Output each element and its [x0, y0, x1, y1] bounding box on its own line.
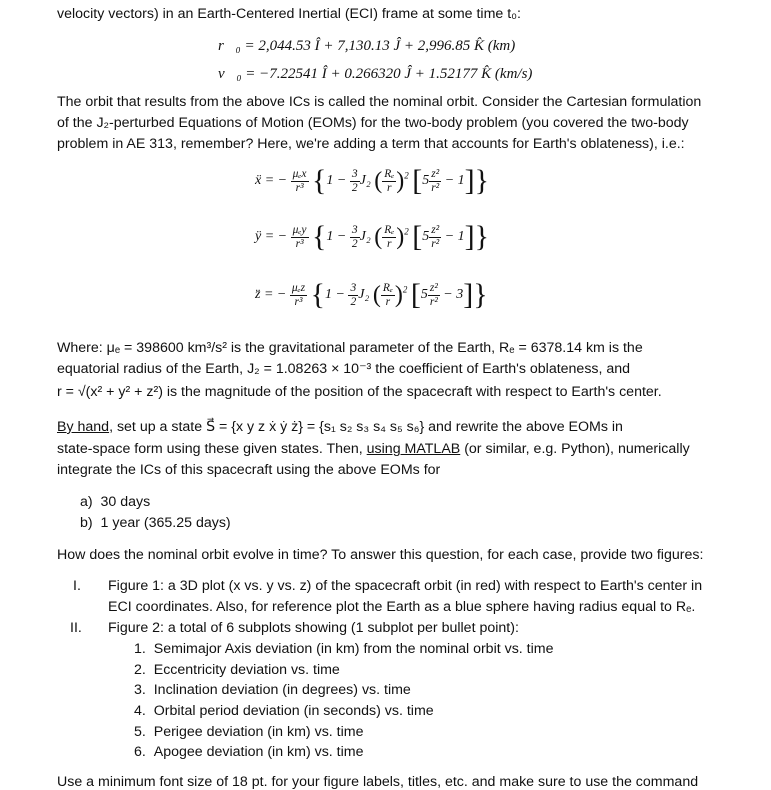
equation-x-accel: ẍ = − μₑx r³ {1 − $\frac{3}{2}$ J₂ ( $\frac{\text{Rₑ}}{r}$ )$^2$ [5 $\frac{\text{z²}}{\text{r²}}$ − 1]} [255, 164, 490, 197]
task-line: state-space form using these given states. Then, using MATLAB (or similar, e.g. Python), numerically [57, 441, 690, 457]
figure-text: Figure 1: a 3D plot (x vs. y vs. z) of the spacecraft orbit (in red) with respect to Earth's center in [108, 578, 703, 594]
constants-line: r = √(x² + y² + z²) is the magnitude of the position of the spacecraft with respect to Earth's center. [57, 384, 662, 400]
subplot-item: 1. Semimajor Axis deviation (in km) from the nominal orbit vs. time [134, 641, 554, 657]
task-line: integrate the ICs of this spacecraft using the above EOMs for [57, 462, 441, 478]
constants-line: equatorial radius of the Earth, J₂ = 1.08263 × 10⁻³ the coefficient of Earth's oblateness, and [57, 361, 631, 377]
subplot-item: 5. Perigee deviation (in km) vs. time [134, 724, 364, 740]
subplot-item: 3. Inclination deviation (in degrees) vs. time [134, 682, 411, 698]
intro-line: velocity vectors) in an Earth-Centered Inertial (ECI) frame at some time t₀: [57, 6, 521, 22]
subplot-item: 2. Eccentricity deviation vs. time [134, 662, 340, 678]
position-vector-equation: r⃗₀ = 2,044.53 Î + 7,130.13 Ĵ + 2,996.85 K̂ (km) [218, 38, 516, 54]
constants-line: Where: μₑ = 398600 km³/s² is the gravitational parameter of the Earth, Rₑ = 6378.14 km is the [57, 340, 643, 356]
case-item: b) 1 year (365.25 days) [80, 515, 231, 531]
figure-text: Figure 2: a total of 6 subplots showing (1 subplot per bullet point): [108, 620, 519, 636]
eq-lhs: z̈ = − [255, 287, 287, 303]
truncated-line: Use a minimum font size of 18 pt. for your figure labels, titles, etc. and make sure to use the command [57, 774, 699, 790]
equation-y-accel: ÿ = − μₑy r³ {1 − $\frac{3}{2}$ J₂ ( $\frac{\text{Rₑ}}{r}$ )$^2$ [5 $\frac{\text{z²}}{\text{r²}}$ − 1]} [255, 220, 490, 253]
velocity-vector-equation: v⃗₀ = −7.22541 Î + 0.266320 Ĵ + 1.52177 K̂ (km/s) [218, 66, 533, 82]
subplot-item: 4. Orbital period deviation (in seconds) vs. time [134, 703, 434, 719]
by-hand-emphasis: By hand [57, 419, 110, 435]
matlab-emphasis: using MATLAB [366, 441, 461, 457]
eq-lhs: ẍ = − [255, 173, 288, 189]
task-line: By hand, set up a state S⃗ = {x y z ẋ ẏ ż} = {s₁ s₂ s₃ s₄ s₅ s₆} and rewrite the above EOMs in [57, 419, 623, 435]
figure-label: I. [73, 578, 81, 594]
figure-text: ECI coordinates. Also, for reference plot the Earth as a blue sphere having radius equal to Rₑ. [108, 599, 696, 615]
paragraph-line: The orbit that results from the above ICs is called the nominal orbit. Consider the Cartesian formulation [57, 94, 702, 110]
paragraph-line: problem in AE 313, remember? Here, we're adding a term that accounts for Earth's oblateness), i.e.: [57, 136, 685, 152]
paragraph-line: of the J₂-perturbed Equations of Motion (EOMs) for the two-body problem (you covered the two-body [57, 115, 689, 131]
case-item: a) 30 days [80, 494, 151, 510]
eq-lhs: ÿ = − [255, 229, 288, 245]
equation-z-accel: z̈ = − μₑz r³ {1 − $\frac{3}{2}$ J₂ ( $\frac{\text{Rₑ}}{r}$ )$^2$ [5 $\frac{\text{z²}}{\text{r²}}$ − 3]} [255, 278, 488, 311]
subplot-item: 6. Apogee deviation (in km) vs. time [134, 744, 364, 760]
question-line: How does the nominal orbit evolve in time? To answer this question, for each case, provide two figures: [57, 547, 704, 563]
figure-label: II. [70, 620, 82, 636]
